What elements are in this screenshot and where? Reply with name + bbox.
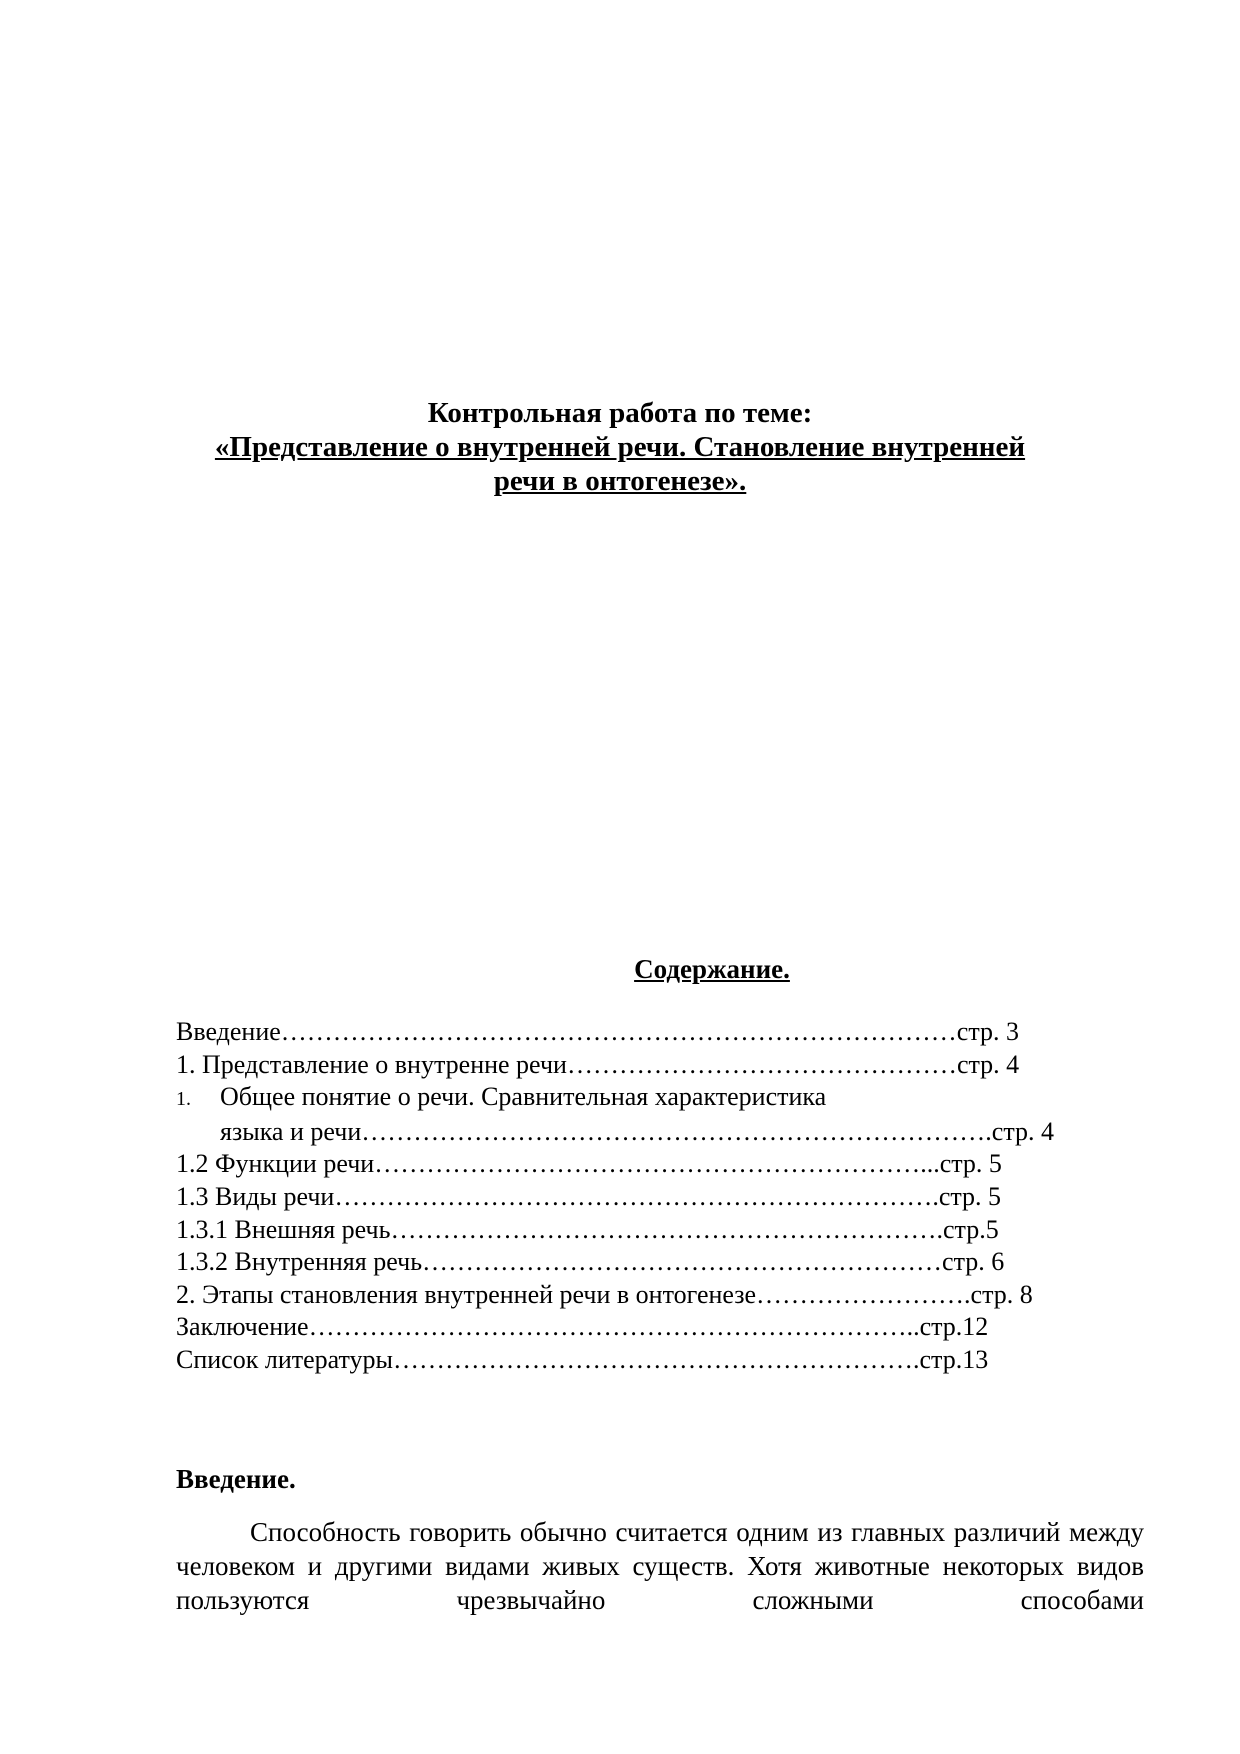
toc-row-1-3-2: 1.3.2 Внутренняя речь……………………………………………………стр. 6 [176,1247,1005,1277]
toc-row-1-3: 1.3 Виды речи…………………………………………………………….стр. 5 [176,1181,1002,1211]
toc-row-references: Список литературы…………………………………………………….стр.13 [176,1344,989,1374]
toc-row-1-1-text: Общее понятие о речи. Сравнительная характеристика [220,1082,827,1112]
toc-row-intro: Введение……………………………………………………………………стр. 3 [176,1017,1020,1046]
toc-heading: Содержание. [634,954,790,984]
toc-row-1-3-1: 1.3.1 Внешняя речь……………………………………………………….стр.5 [176,1214,999,1244]
table-of-contents [176,1016,1156,1377]
toc-row-1-2: 1.2 Функции речи………………………………………………………...стр. 5 [176,1149,1002,1179]
title-line-2: «Представление о внутренней речи. Становление внутренней [214,431,1026,463]
title-line-1: Контрольная работа по теме: [427,397,813,429]
toc-row-conclusion: Заключение……………………………………………………………..стр.12 [176,1312,989,1342]
title-line-3: речи в онтогенезе». [493,465,747,497]
intro-heading: Введение. [176,1464,296,1494]
toc-row-1-1-number: 1. [176,1088,191,1111]
document-title [0,396,1240,498]
intro-paragraph: Способность говорить обычно считается одним из главных различий между человеком и другими видами живых существ. Хотя животные некоторых видов пользуются чрезвычайно сложными способами [176,1517,1144,1615]
toc-row-2: 2. Этапы становления внутренней речи в онтогенезе…………………….стр. 8 [176,1279,1033,1309]
toc-row-1-1-cont: языка и речи……………………………………………………………….стр. 4 [220,1116,1054,1146]
toc-row-1-1 [176,1081,1156,1116]
toc-row-1: 1. Представление о внутренне речи………………………………………стр. 4 [176,1049,1020,1079]
